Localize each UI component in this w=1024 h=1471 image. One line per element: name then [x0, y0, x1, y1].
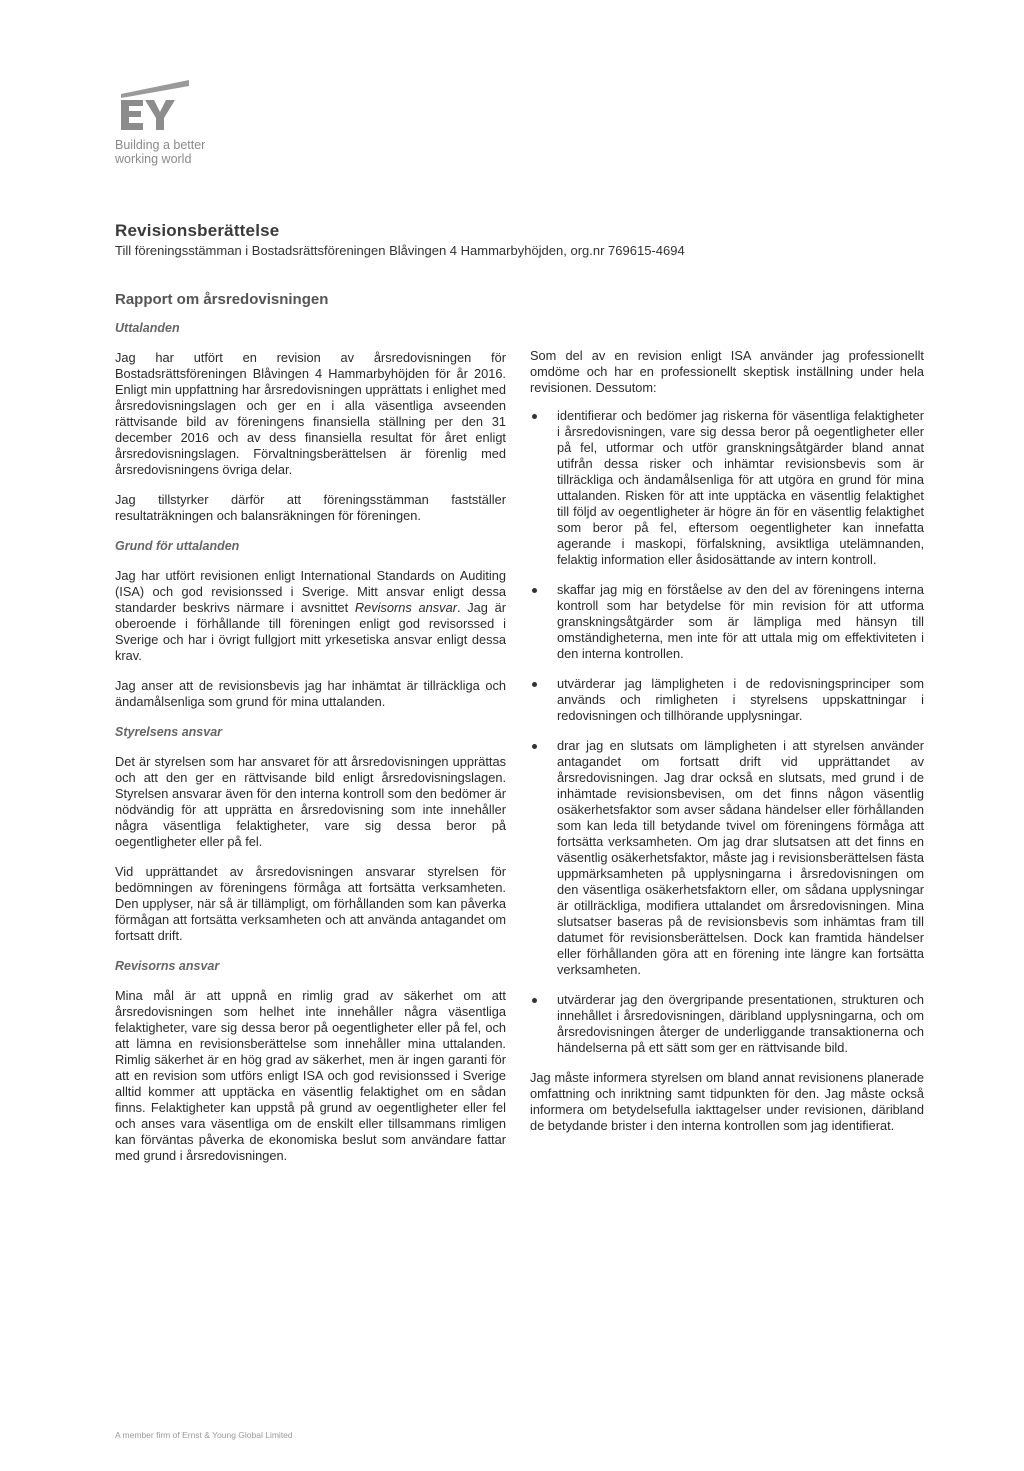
heading-revisorns-ansvar: Revisorns ansvar — [115, 959, 220, 973]
document-title: Revisionsberättelse — [115, 221, 280, 240]
list-item-text: drar jag en slutsats om lämpligheten i att styrelsen använder antagandet om fortsatt drift vid upprättandet av årsredovisningen. Jag drar också en slutsats, med grund i de inhämtade revisionsbevisen, om det finns någon väsentlig osäkerhetsfaktor som avser sådana händelser eller förhållanden som kan leda till betydande tvivel om föreningens förmåga att fortsätta verksamheten. Om jag drar slutsatsen att det finns en väsentlig osäkerhetsfaktor, måste jag i revisionsberättelsen fästa uppmärksamheten på upplysningarna i årsredovisningen om den väsentliga osäkerhetsfaktorn eller, om sådana upplysningar är otillräckliga, modifiera uttalandet om årsredovisningen. Mina slutsatser baseras på de revisionsbevis som inhämtas fram till datumet för revisionsberättelsen. Dock kan framtida händelser eller förhållanden göra att en förening inte längre kan fortsätta verksamheten. — [557, 738, 924, 977]
tagline — [115, 138, 205, 166]
bullet-icon — [532, 998, 537, 1003]
heading-uttalanden: Uttalanden — [115, 321, 180, 335]
bullet-list — [530, 408, 924, 1056]
bullet-icon — [532, 414, 537, 419]
list-item-text: utvärderar jag den övergripande presentationen, strukturen och innehållet i årsredovisningen, däribland upplysningarna, och om årsredovisningen återger de underliggande transaktionerna och händelserna på ett sätt som ger en rättvisande bild. — [557, 992, 924, 1055]
list-item-text: utvärderar jag lämpligheten i de redovisningsprinciper som används och rimligheten i styrelsens uppskattningar i redovisningen och tillhörande upplysningar. — [557, 676, 924, 723]
list-item — [530, 992, 924, 1056]
tagline-line-1: Building a better — [115, 138, 206, 152]
bullet-icon — [532, 588, 537, 593]
list-item — [530, 676, 924, 724]
styrelsens-paragraph-1: Det är styrelsen som har ansvaret för att årsredovisningen upprättas och att den ger en rättvisande bild enligt årsredovisningslagen. Styrelsen ansvarar även för den interna kontroll som den bedömer är nödvändig för att upprätta en årsredovisning som inte innehåller några väsentliga felaktigheter, vare sig dessa beror på oegentligheter eller på fel. — [115, 754, 506, 849]
list-item — [530, 738, 924, 978]
grund-text-b: . Jag är oberoende i förhållande till föreningen enligt god revisorssed i Sverige och har i övrigt fullgjort mitt yrkesetiska ansvar enligt dessa krav. — [115, 600, 506, 663]
ey-logo — [115, 80, 189, 132]
revisorns-paragraph-1: Mina mål är att uppnå en rimlig grad av säkerhet om att årsredovisningen som helhet inte innehåller några väsentliga felaktigheter, vare sig dessa beror på oegentligheter eller på fel, och att lämna en revisionsberättelse som innehåller mina uttalanden. Rimlig säkerhet är en hög grad av säkerhet, men är ingen garanti för att en revision som utförs enligt ISA och god revisionssed i Sverige alltid kommer att upptäcka en väsentlig felaktighet om en sådan finns. Felaktigheter kan uppstå på grund av oegentligheter eller fel och anses vara väsentliga om de enskilt eller tillsammans rimligen kan förväntas påverka de ekonomiska beslut som användare fattar med grund i årsredovisningen. — [115, 988, 506, 1163]
closing-paragraph: Jag måste informera styrelsen om bland annat revisionens planerade omfattning och inriktning samt tidpunkten för den. Jag måste också informera om betydelsefulla iakttagelser under revisionen, däribland de betydande brister i den interna kontrollen som jag identifierat. — [530, 1070, 924, 1133]
document-subtitle: Till föreningsstämman i Bostadsrättsföreningen Blåvingen 4 Hammarbyhöjden, org.nr 769615-4694 — [115, 243, 685, 258]
right-column — [530, 348, 924, 1148]
heading-grund: Grund för uttalanden — [115, 539, 240, 553]
grund-text-emphasis: Revisorns ansvar — [354, 600, 457, 615]
styrelsens-paragraph-2: Vid upprättandet av årsredovisningen ansvarar styrelsen för bedömningen av föreningens förmåga att fortsätta verksamheten. Den upplyser, när så är tillämpligt, om förhållanden som kan påverka förmågan att fortsätta verksamheten och att använda antagandet om fortsatt drift. — [115, 864, 506, 943]
section-title: Rapport om årsredovisningen — [115, 291, 329, 308]
uttalanden-paragraph-1: Jag har utfört en revision av årsredovisningen för Bostadsrättsföreningen Blåvingen 4 Hammarbyhöjden för år 2016. Enligt min uppfattning har årsredovisningen upprättats i enlighet med årsredovisningslagen och ger en i alla väsentliga avseenden rättvisande bild av föreningens finansiella ställning per den 31 december 2016 och av dess finansiella resultat för året enligt årsredovisningslagen. Förvaltningsberättelsen är förenlig med årsredovisningens övriga delar. — [115, 350, 506, 477]
tagline-line-2: working world — [115, 152, 192, 166]
left-column — [115, 320, 506, 1178]
revision-intro: Som del av en revision enligt ISA använder jag professionellt omdöme och har en professionellt skeptisk inställning under hela revisionen. Dessutom: — [530, 348, 924, 395]
grund-text-a: Jag har utfört revisionen enligt International Standards on Auditing (ISA) och god revisionssed i Sverige. Mitt ansvar enligt dessa standarder beskrivs närmare i avsnittet — [115, 568, 506, 615]
list-item — [530, 582, 924, 662]
list-item — [530, 408, 924, 568]
heading-styrelsens-ansvar: Styrelsens ansvar — [115, 725, 223, 739]
grund-paragraph-2: Jag anser att de revisionsbevis jag har inhämtat är tillräckliga och ändamålsenliga som grund för mina uttalanden. — [115, 678, 506, 709]
bullet-icon — [532, 682, 537, 687]
footer-text: A member firm of Ernst & Young Global Limited — [115, 1430, 293, 1440]
list-item-text: identifierar och bedömer jag riskerna för väsentliga felaktigheter i årsredovisningen, vare sig dessa beror på oegentligheter eller på fel, utformar och utför granskningsåtgärder bland annat utifrån dessa risker och inhämtar revisionsbevis som är tillräckliga och ändamålsenliga för att utgöra en grund för mina uttalanden. Risken för att inte upptäcka en väsentlig felaktighet till följd av oegentligheter är högre än för en väsentlig felaktighet som beror på fel, eftersom oegentligheter kan innefatta agerande i maskopi, förfalskning, avsiktliga utelämnanden, felaktig information eller åsidosättande av intern kontroll. — [557, 408, 924, 567]
list-item-text: skaffar jag mig en förståelse av den del av föreningens interna kontroll som har betydelse för min revision för att utforma granskningsåtgärder som är lämpliga med hänsyn till omständigheterna, men inte för att uttala mig om effektiviteten i den interna kontrollen. — [557, 582, 924, 661]
grund-paragraph-1 — [115, 568, 506, 664]
uttalanden-paragraph-2: Jag tillstyrker därför att föreningsstämman fastställer resultaträkningen och balansräkningen för föreningen. — [115, 492, 506, 523]
bullet-icon — [532, 744, 537, 749]
